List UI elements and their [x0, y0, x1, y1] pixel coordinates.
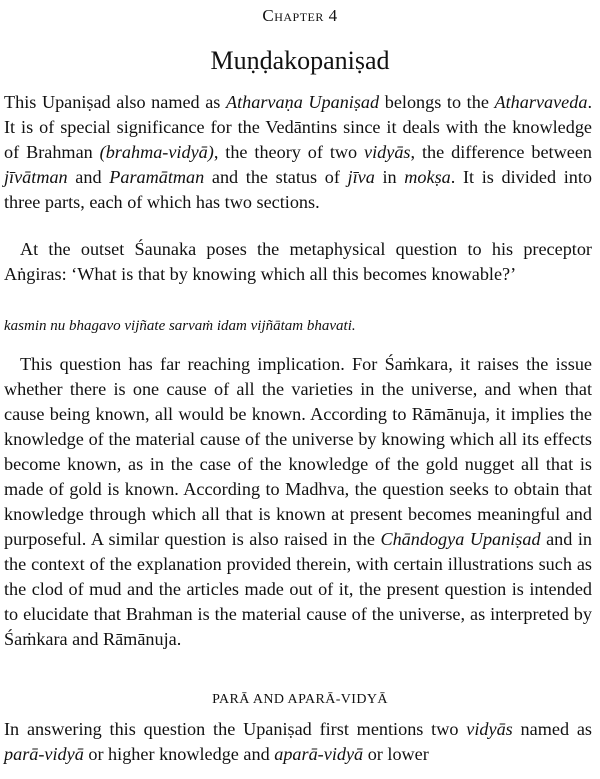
chapter-label: Chapter 4 — [262, 6, 338, 25]
text-run: belongs to the — [379, 92, 495, 112]
paragraph-intro — [4, 90, 592, 215]
italic-term: mokṣa — [404, 167, 451, 187]
text-run: or lower — [363, 744, 429, 764]
italic-term: aparā-vidyā — [274, 744, 364, 764]
italic-term: jīva — [347, 167, 375, 187]
text-run: This Upaniṣad also named as — [4, 92, 226, 112]
text-run: and the status of — [204, 167, 348, 187]
italic-term: (brahma-vidyā) — [99, 142, 214, 162]
italic-term: Chāndogya Upaniṣad — [380, 529, 541, 549]
text-run: named as — [512, 719, 592, 739]
sanskrit-quote: kasmin nu bhagavo vijñate sarvaṁ idam vijñātam bhavati. — [4, 318, 356, 334]
text-run: In answering this question the Upaniṣad first mentions two — [4, 719, 467, 739]
text-run: This question has far reaching implication. For Śaṁkara, it raises the issue whether there is one cause of all the varieties in the universe, and when that cause being known, all would be known. According to Rāmānuja, it implies the knowledge of the material cause of the universe by knowing which all its effects become known, as in the case of the knowledge of the gold nugget all that is made of gold is known. According to Madhva, the question seeks to obtain that knowledge through which all that is known at present becomes meaningful and purposeful. A similar question is also raised in the — [4, 354, 592, 549]
paragraph-implication — [4, 352, 592, 652]
chapter-title: Muṇḍakopaniṣad — [210, 46, 390, 75]
text-run: and in the context of the explanation provided therein, with certain illustrations such as the clod of mud and the articles made out of it, the present question is intended to elucidate that Brahman is the material cause of the universe, as interpreted by Śaṁkara and Rāmānuja. — [4, 529, 592, 649]
text-run: . It is divided into three parts, each of which has two sections. — [4, 167, 593, 212]
italic-term: jīvātman — [4, 167, 68, 187]
italic-term: vidyās — [466, 719, 513, 739]
paragraph-vidyas — [4, 717, 592, 767]
italic-term: parā-vidyā — [4, 744, 84, 764]
text-run: , the theory of two — [213, 142, 365, 162]
italic-term: Atharvaveda — [494, 92, 588, 112]
italic-term: vidyās — [364, 142, 411, 162]
text-run: , the difference between — [410, 142, 592, 162]
italic-term: Atharvaṇa Upaniṣad — [226, 92, 380, 112]
italic-term: Paramātman — [109, 167, 205, 187]
text-run: or higher knowledge and — [83, 744, 275, 764]
paragraph-question: At the outset Śaunaka poses the metaphysical question to his preceptor Aṅgiras: ‘What is that by knowing which all this becomes knowable?’ — [4, 239, 592, 284]
section-heading: PARĀ AND APARĀ-VIDYĀ — [212, 692, 388, 707]
text-run: in — [374, 167, 405, 187]
text-run: and — [67, 167, 110, 187]
text-run: . It is of special significance for the Vedāntins since it deals with the knowledge of Brahman — [4, 92, 592, 162]
